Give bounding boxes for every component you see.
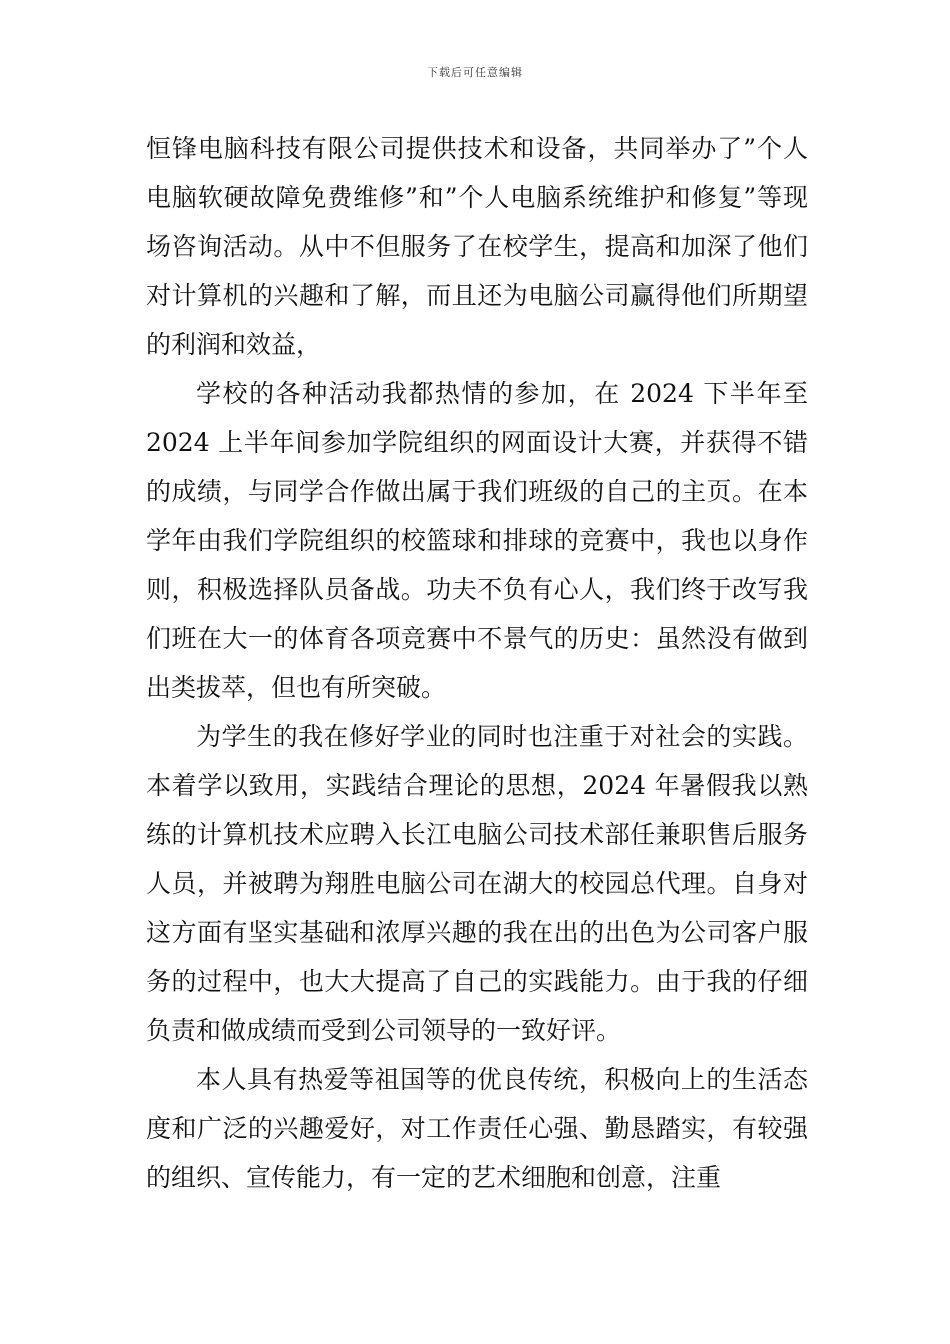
paragraph-3: 为学生的我在修好学业的同时也注重于对社会的实践。本着学以致用，实践结合理论的思想，2024 年暑假我以熟练的计算机技术应聘入长江电脑公司技术部任兼职售后服务人员，并被聘为翔胜电脑公司在湖大的校园总代理。自身对这方面有坚实基础和浓厚兴趣的我在出的出色为公司客户服务的过程中，也大大提高了自己的实践能力。由于我的仔细负责和做成绩而受到公司领导的一致好评。 [146,722,808,1045]
paragraph-2: 学校的各种活动我都热情的参加，在 2024 下半年至 2024 上半年间参加学院组织的网面设计大赛，并获得不错的成绩，与同学合作做出属于我们班级的自己的主页。在本学年由我们学院组织的校篮球和排球的竞赛中，我也以身作则，积极选择队员备战。功夫不负有心人，我们终于改写我们班在大一的体育各项竞赛中不景气的历史：虽然没有做到出类拔萃，但也有所突破。 [146,379,808,702]
header-note: 下载后可任意编辑 [427,66,523,79]
paragraph-1: 恒锋电脑科技有限公司提供技术和设备，共同举办了”个人电脑软硬故障免费维修”和”个人电脑系统维护和修复”等现场咨询活动。从中不但服务了在校学生，提高和加深了他们对计算机的兴趣和了解，而且还为电脑公司赢得他们所期望的利润和效益， [146,134,808,359]
paragraph-4: 本人具有热爱等祖国等的优良传统，积极向上的生活态度和广泛的兴趣爱好，对工作责任心强、勤恳踏实，有较强的组织、宣传能力，有一定的艺术细胞和创意，注重 [146,1065,808,1192]
document-body [146,124,808,1202]
